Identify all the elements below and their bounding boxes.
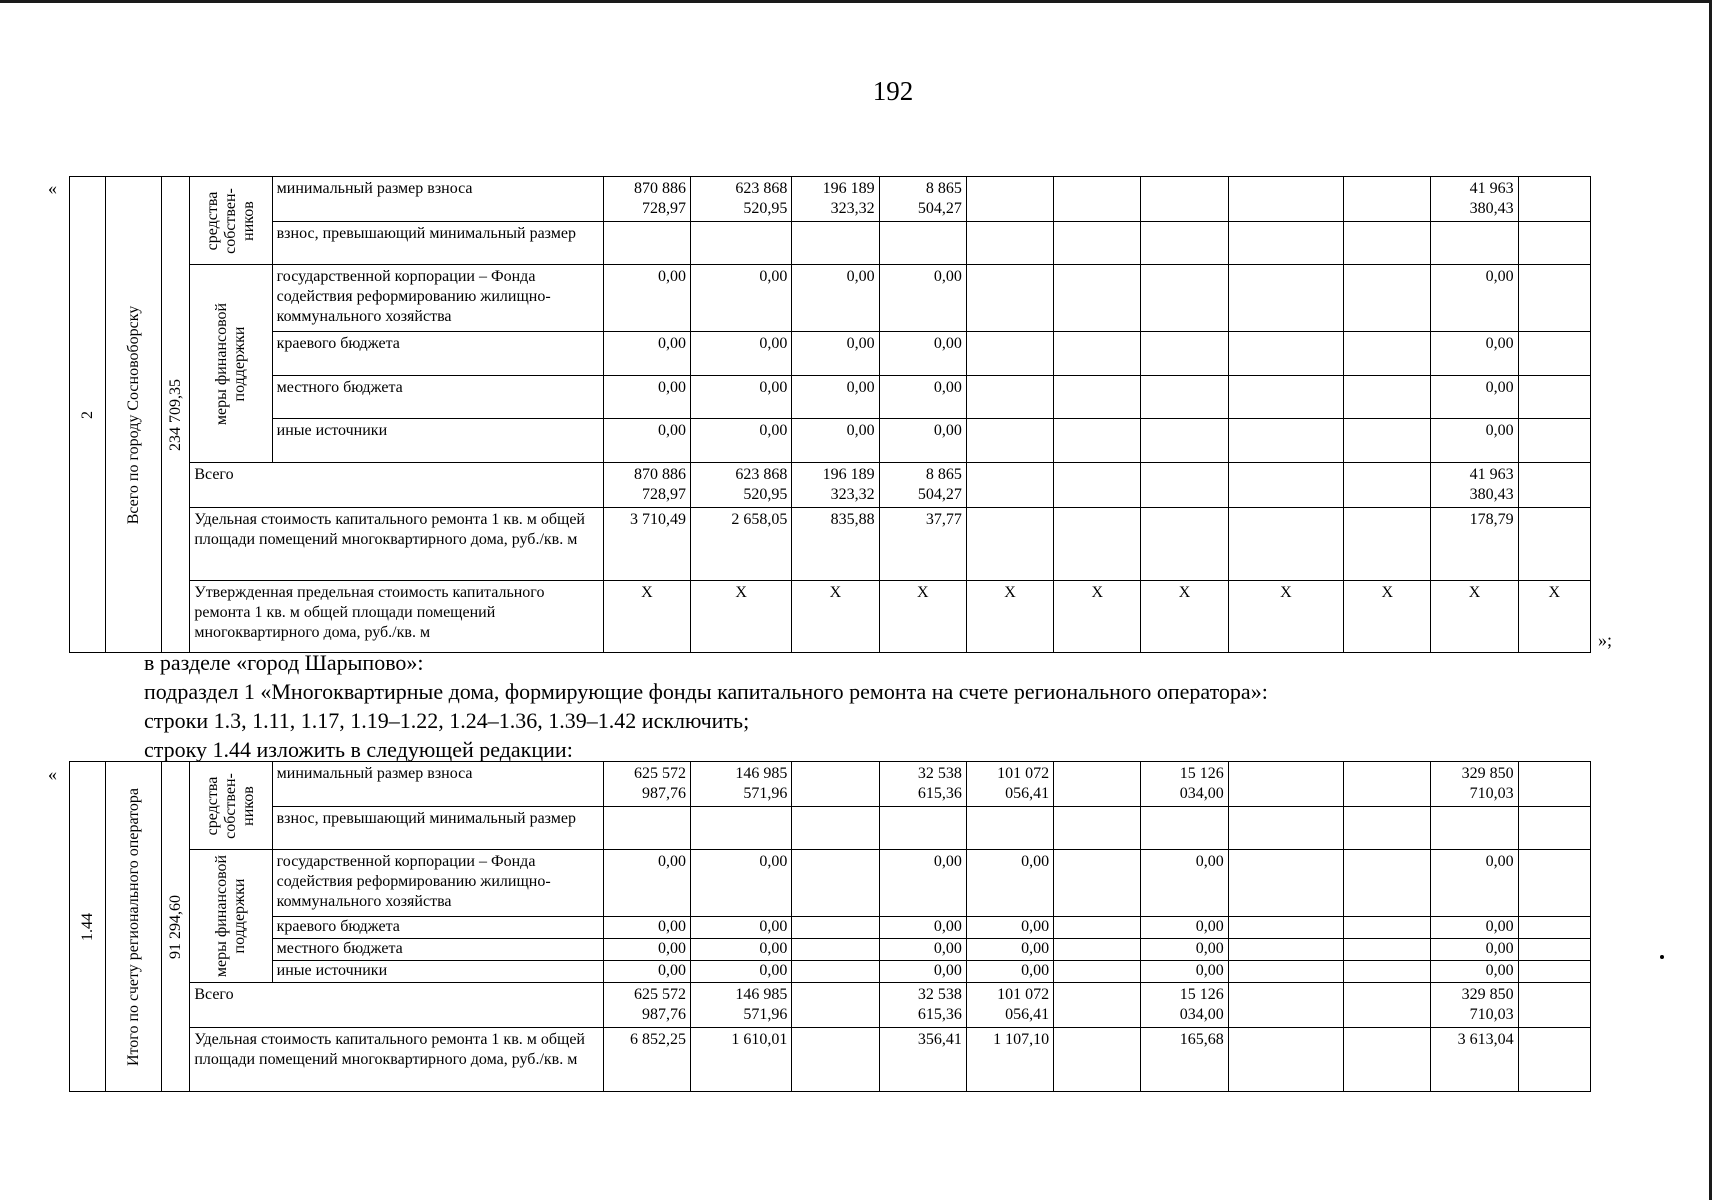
value-cell: 0,00: [879, 376, 966, 419]
value-cell: 41 963 380,43: [1431, 177, 1518, 222]
value-cell: 356,41: [879, 1028, 966, 1092]
value-cell: [792, 961, 879, 983]
value-cell: 329 850 710,03: [1431, 762, 1518, 807]
table-sharypovo: [69, 761, 1591, 1092]
value-cell: X: [1431, 581, 1518, 653]
row-label: местного бюджета: [272, 376, 603, 419]
area-value: 234 709,35: [166, 378, 184, 451]
value-cell: 835,88: [792, 508, 879, 581]
support-cell: [190, 850, 272, 983]
value-cell: [1228, 376, 1343, 419]
value-cell: [1141, 222, 1228, 265]
value-cell: [1228, 1028, 1343, 1092]
value-cell: 623 868 520,95: [690, 463, 791, 508]
value-cell: 0,00: [966, 850, 1053, 917]
support-label: меры финансовой поддержки: [212, 854, 248, 978]
value-cell: [1344, 850, 1431, 917]
row-label: Всего: [190, 983, 603, 1028]
value-cell: 0,00: [690, 939, 791, 961]
value-cell: X: [690, 581, 791, 653]
value-cell: 0,00: [1141, 961, 1228, 983]
scan-speck: [1660, 955, 1664, 959]
value-cell: [1518, 1028, 1590, 1092]
support-cell: [190, 265, 272, 463]
row-label: государственной корпорации – Фонда содействия реформированию жилищно-коммунального хозяйства: [272, 265, 603, 332]
value-cell: [879, 222, 966, 265]
owners-funds-cell: [190, 177, 272, 265]
table-row: [70, 463, 1591, 508]
owners-funds-label: средства собствен-ников: [203, 187, 257, 254]
row-label: Удельная стоимость капитального ремонта 1 кв. м общей площади помещений многоквартирного дома, руб./кв. м: [190, 1028, 603, 1092]
value-cell: [1518, 939, 1590, 961]
value-cell: 0,00: [879, 850, 966, 917]
paragraph: подраздел 1 «Многоквартирные дома, формирующие фонды капитального ремонта на счете регионального оператора»:: [144, 679, 1268, 704]
value-cell: 178,79: [1431, 508, 1518, 581]
row-label: иные источники: [272, 961, 603, 983]
table-row: [70, 917, 1591, 939]
value-cell: [1344, 463, 1431, 508]
value-cell: [1518, 332, 1590, 376]
value-cell: [1344, 419, 1431, 463]
value-cell: [1228, 961, 1343, 983]
value-cell: [1228, 939, 1343, 961]
row-label: минимальный размер взноса: [272, 177, 603, 222]
value-cell: [792, 762, 879, 807]
value-cell: 0,00: [690, 850, 791, 917]
table-row: [70, 961, 1591, 983]
value-cell: 0,00: [690, 265, 791, 332]
value-cell: [1344, 177, 1431, 222]
value-cell: 870 886 728,97: [603, 177, 690, 222]
table-row: [70, 376, 1591, 419]
page-number: 192: [872, 76, 914, 106]
table-row: [70, 762, 1591, 807]
value-cell: [966, 177, 1053, 222]
value-cell: [1518, 419, 1590, 463]
value-cell: 3 613,04: [1431, 1028, 1518, 1092]
row-label: минимальный размер взноса: [272, 762, 603, 807]
amendment-text: [144, 648, 1268, 764]
value-cell: [690, 222, 791, 265]
value-cell: [792, 983, 879, 1028]
row-label: краевого бюджета: [272, 917, 603, 939]
value-cell: [1228, 983, 1343, 1028]
value-cell: [1141, 177, 1228, 222]
row-label: Удельная стоимость капитального ремонта 1 кв. м общей площади помещений многоквартирного дома, руб./кв. м: [190, 508, 603, 581]
value-cell: 0,00: [792, 419, 879, 463]
row-label: краевого бюджета: [272, 332, 603, 376]
table-row: [70, 850, 1591, 917]
value-cell: [1228, 917, 1343, 939]
value-cell: [1344, 762, 1431, 807]
value-cell: 15 126 034,00: [1141, 762, 1228, 807]
value-cell: [1054, 508, 1141, 581]
value-cell: [1344, 332, 1431, 376]
value-cell: 0,00: [603, 419, 690, 463]
table-row: [70, 419, 1591, 463]
value-cell: [1344, 939, 1431, 961]
value-cell: [1141, 807, 1228, 850]
value-cell: [1054, 917, 1141, 939]
value-cell: X: [1518, 581, 1590, 653]
value-cell: [1518, 917, 1590, 939]
value-cell: [1054, 332, 1141, 376]
value-cell: 0,00: [792, 332, 879, 376]
value-cell: [1228, 850, 1343, 917]
table-row: [70, 1028, 1591, 1092]
close-quote: »;: [1598, 630, 1613, 650]
value-cell: [690, 807, 791, 850]
value-cell: X: [966, 581, 1053, 653]
value-cell: 37,77: [879, 508, 966, 581]
value-cell: X: [1054, 581, 1141, 653]
value-cell: 0,00: [792, 376, 879, 419]
value-cell: 0,00: [1141, 917, 1228, 939]
value-cell: 0,00: [879, 332, 966, 376]
value-cell: [966, 332, 1053, 376]
value-cell: [1344, 917, 1431, 939]
value-cell: [1344, 508, 1431, 581]
value-cell: [792, 807, 879, 850]
value-cell: [1518, 177, 1590, 222]
table-row: [70, 807, 1591, 850]
group-title-cell: [106, 762, 162, 1092]
value-cell: [1054, 939, 1141, 961]
value-cell: [1141, 265, 1228, 332]
value-cell: 0,00: [1431, 332, 1518, 376]
row-label: взнос, превышающий минимальный размер: [272, 222, 603, 265]
value-cell: [1518, 222, 1590, 265]
paragraph: строки 1.3, 1.11, 1.17, 1.19–1.22, 1.24–1.36, 1.39–1.42 исключить;: [144, 708, 750, 733]
value-cell: 0,00: [966, 961, 1053, 983]
value-cell: X: [879, 581, 966, 653]
value-cell: [1141, 376, 1228, 419]
value-cell: 0,00: [879, 961, 966, 983]
value-cell: [1228, 332, 1343, 376]
row-number-cell: [70, 762, 106, 1092]
value-cell: 0,00: [1141, 939, 1228, 961]
table-row: [70, 939, 1591, 961]
value-cell: 0,00: [879, 917, 966, 939]
value-cell: X: [603, 581, 690, 653]
value-cell: [1518, 983, 1590, 1028]
value-cell: [1518, 463, 1590, 508]
table-row: [70, 581, 1591, 653]
table-row: [70, 177, 1591, 222]
value-cell: 196 189 323,32: [792, 177, 879, 222]
value-cell: 329 850 710,03: [1431, 983, 1518, 1028]
value-cell: 1 610,01: [690, 1028, 791, 1092]
value-cell: X: [1141, 581, 1228, 653]
value-cell: 101 072 056,41: [966, 762, 1053, 807]
value-cell: 0,00: [1431, 939, 1518, 961]
value-cell: [1054, 762, 1141, 807]
table-row: [70, 983, 1591, 1028]
value-cell: [1141, 332, 1228, 376]
value-cell: [1228, 177, 1343, 222]
paragraph: строку 1.44 изложить в следующей редакции:: [144, 737, 573, 762]
area-cell: [162, 177, 190, 653]
value-cell: [1228, 762, 1343, 807]
table-row: [70, 222, 1591, 265]
value-cell: 0,00: [966, 917, 1053, 939]
value-cell: X: [1344, 581, 1431, 653]
value-cell: [966, 376, 1053, 419]
row-label: местного бюджета: [272, 939, 603, 961]
value-cell: X: [1228, 581, 1343, 653]
value-cell: [966, 508, 1053, 581]
row-label: Всего: [190, 463, 603, 508]
value-cell: [792, 939, 879, 961]
value-cell: [792, 850, 879, 917]
value-cell: [1228, 508, 1343, 581]
value-cell: [603, 222, 690, 265]
value-cell: [1518, 762, 1590, 807]
value-cell: 0,00: [690, 332, 791, 376]
open-quote-2: «: [48, 764, 57, 784]
value-cell: [966, 463, 1053, 508]
table-sosnovoborsk: [69, 176, 1591, 653]
value-cell: 0,00: [879, 265, 966, 332]
value-cell: 0,00: [603, 917, 690, 939]
value-cell: [792, 917, 879, 939]
value-cell: 146 985 571,96: [690, 762, 791, 807]
area-value: 91 294,60: [166, 894, 184, 959]
row-label: государственной корпорации – Фонда содействия реформированию жилищно-коммунального хозяйства: [272, 850, 603, 917]
value-cell: [1054, 419, 1141, 463]
value-cell: [1054, 376, 1141, 419]
value-cell: 625 572 987,76: [603, 983, 690, 1028]
value-cell: 8 865 504,27: [879, 177, 966, 222]
value-cell: 1 107,10: [966, 1028, 1053, 1092]
value-cell: 0,00: [1141, 850, 1228, 917]
row-label: взнос, превышающий минимальный размер: [272, 807, 603, 850]
value-cell: 625 572 987,76: [603, 762, 690, 807]
value-cell: [1054, 463, 1141, 508]
value-cell: [1054, 222, 1141, 265]
value-cell: 101 072 056,41: [966, 983, 1053, 1028]
value-cell: 15 126 034,00: [1141, 983, 1228, 1028]
value-cell: [1344, 222, 1431, 265]
value-cell: [1054, 177, 1141, 222]
value-cell: [1431, 807, 1518, 850]
value-cell: 2 658,05: [690, 508, 791, 581]
value-cell: 8 865 504,27: [879, 463, 966, 508]
value-cell: 0,00: [603, 939, 690, 961]
value-cell: [879, 807, 966, 850]
value-cell: 0,00: [1431, 265, 1518, 332]
value-cell: 870 886 728,97: [603, 463, 690, 508]
value-cell: 32 538 615,36: [879, 762, 966, 807]
value-cell: 196 189 323,32: [792, 463, 879, 508]
value-cell: [1344, 265, 1431, 332]
value-cell: [792, 1028, 879, 1092]
value-cell: 0,00: [1431, 917, 1518, 939]
value-cell: [1228, 419, 1343, 463]
value-cell: 0,00: [690, 961, 791, 983]
value-cell: 0,00: [690, 419, 791, 463]
row-label: Утвержденная предельная стоимость капитального ремонта 1 кв. м общей площади помещений многоквартирного дома, руб./кв. м: [190, 581, 603, 653]
value-cell: [1431, 222, 1518, 265]
value-cell: [1518, 265, 1590, 332]
value-cell: [1054, 1028, 1141, 1092]
value-cell: [1054, 807, 1141, 850]
value-cell: [1344, 1028, 1431, 1092]
value-cell: [966, 222, 1053, 265]
value-cell: [1344, 807, 1431, 850]
group-title: Всего по городу Сосновоборску: [124, 305, 142, 524]
row-label: иные источники: [272, 419, 603, 463]
value-cell: 0,00: [966, 939, 1053, 961]
value-cell: [1141, 419, 1228, 463]
value-cell: [1054, 961, 1141, 983]
value-cell: [1518, 961, 1590, 983]
value-cell: 0,00: [603, 850, 690, 917]
value-cell: [603, 807, 690, 850]
value-cell: 0,00: [1431, 961, 1518, 983]
value-cell: [1228, 222, 1343, 265]
group-title: Итого по счету регионального оператора: [124, 787, 142, 1066]
value-cell: [966, 265, 1053, 332]
owners-funds-cell: [190, 762, 272, 850]
value-cell: 0,00: [603, 265, 690, 332]
value-cell: [1344, 961, 1431, 983]
value-cell: [1518, 508, 1590, 581]
row-number: 1.44: [78, 912, 96, 941]
value-cell: 0,00: [690, 917, 791, 939]
value-cell: 0,00: [1431, 376, 1518, 419]
value-cell: [1228, 265, 1343, 332]
open-quote-1: «: [48, 178, 57, 198]
value-cell: [1518, 376, 1590, 419]
group-title-cell: [106, 177, 162, 653]
value-cell: [1054, 983, 1141, 1028]
scan-edge-top: [0, 0, 1712, 3]
row-number-cell: [70, 177, 106, 653]
value-cell: [1054, 850, 1141, 917]
paragraph: в разделе «город Шарыпово»:: [144, 650, 424, 675]
value-cell: 165,68: [1141, 1028, 1228, 1092]
value-cell: [1228, 807, 1343, 850]
area-cell: [162, 762, 190, 1092]
support-label: меры финансовой поддержки: [212, 302, 248, 425]
value-cell: [1518, 807, 1590, 850]
value-cell: 32 538 615,36: [879, 983, 966, 1028]
value-cell: [1228, 463, 1343, 508]
value-cell: [1141, 463, 1228, 508]
owners-funds-label: средства собствен-ников: [203, 772, 257, 839]
value-cell: [792, 222, 879, 265]
value-cell: 0,00: [792, 265, 879, 332]
table-row: [70, 332, 1591, 376]
value-cell: 41 963 380,43: [1431, 463, 1518, 508]
value-cell: 0,00: [879, 939, 966, 961]
value-cell: [1518, 850, 1590, 917]
value-cell: X: [792, 581, 879, 653]
value-cell: 0,00: [603, 961, 690, 983]
value-cell: [966, 419, 1053, 463]
value-cell: [1054, 265, 1141, 332]
value-cell: 0,00: [879, 419, 966, 463]
value-cell: [1141, 508, 1228, 581]
table-row: [70, 265, 1591, 332]
value-cell: [1344, 983, 1431, 1028]
value-cell: 623 868 520,95: [690, 177, 791, 222]
value-cell: [966, 807, 1053, 850]
value-cell: 146 985 571,96: [690, 983, 791, 1028]
table-row: [70, 508, 1591, 581]
value-cell: 6 852,25: [603, 1028, 690, 1092]
value-cell: 3 710,49: [603, 508, 690, 581]
value-cell: 0,00: [690, 376, 791, 419]
row-number: 2: [78, 410, 96, 419]
value-cell: 0,00: [1431, 419, 1518, 463]
value-cell: 0,00: [603, 376, 690, 419]
value-cell: 0,00: [603, 332, 690, 376]
value-cell: 0,00: [1431, 850, 1518, 917]
value-cell: [1344, 376, 1431, 419]
